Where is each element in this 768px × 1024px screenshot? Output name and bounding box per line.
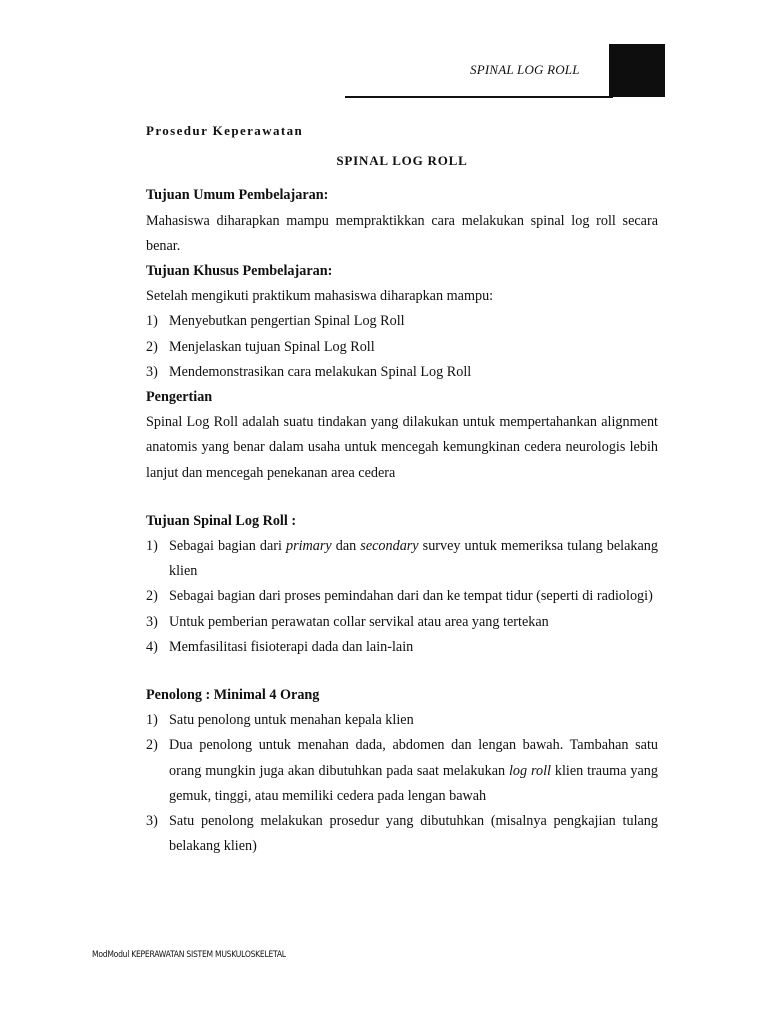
running-header-title: SPINAL LOG ROLL (470, 62, 580, 77)
definition-text: Spinal Log Roll adalah suatu tindakan yang dilakukan untuk mempertahankan alignment anatomis yang benar dalam usaha untuk mencegah kemungkinan cedera neurologis lebih lanjut dan mencegah penekanan area cedera (146, 414, 658, 481)
list-item: 2) Sebagai bagian dari proses pemindahan dari dan ke tempat tidur (seperti di radiologi) (146, 588, 653, 605)
running-footer: ModModul KEPERAWATAN SISTEM MUSKULOSKELETAL (92, 950, 286, 960)
list-item: 1) Menyebutkan pengertian Spinal Log Roll (146, 313, 405, 330)
list-item: 2) Menjelaskan tujuan Spinal Log Roll (146, 338, 375, 355)
purpose-list (146, 534, 658, 660)
list-item: 1) Satu penolong untuk menahan kepala klien (146, 712, 414, 729)
helpers-heading: Penolong : Minimal 4 Orang (146, 687, 320, 704)
document-body (146, 118, 658, 859)
definition-heading: Pengertian (146, 389, 213, 406)
list-item: 3) Mendemonstrasikan cara melakukan Spinal Log Roll (146, 363, 472, 380)
header-rule (345, 96, 613, 98)
list-item: 4) Memfasilitasi fisioterapi dada dan lain-lain (146, 638, 414, 655)
list-item: 3) Untuk pemberian perawatan collar servikal atau area yang tertekan (146, 613, 549, 630)
list-item: 3) Satu penolong melakukan prosedur yang dibutuhkan (misalnya pengkajian tulang belakang klien) (146, 813, 658, 855)
specific-goal-intro: Setelah mengikuti praktikum mahasiswa diharapkan mampu: (146, 288, 494, 305)
general-goal-text: Mahasiswa diharapkan mampu mempraktikkan cara melakukan spinal log roll secara benar. (146, 212, 658, 254)
purpose-heading: Tujuan Spinal Log Roll : (146, 512, 297, 529)
general-goal-heading: Tujuan Umum Pembelajaran: (146, 187, 329, 204)
list-item: 1) Sebagai bagian dari primary dan secondary survey untuk memeriksa tulang belakang klien (146, 538, 658, 580)
procedure-label: Prosedur Keperawatan (146, 123, 304, 138)
helpers-list (146, 708, 658, 859)
list-item: 2) Dua penolong untuk menahan dada, abdomen dan lengan bawah. Tambahan satu orang mungkin juga akan dibutuhkan pada saat melakukan log roll klien trauma yang gemuk, tinggi, atau memiliki cedera pada lengan bawah (146, 737, 658, 804)
document-title: SPINAL LOG ROLL (336, 153, 468, 169)
specific-goal-list (146, 309, 658, 385)
header-black-box (609, 44, 665, 97)
specific-goal-heading: Tujuan Khusus Pembelajaran: (146, 263, 333, 280)
